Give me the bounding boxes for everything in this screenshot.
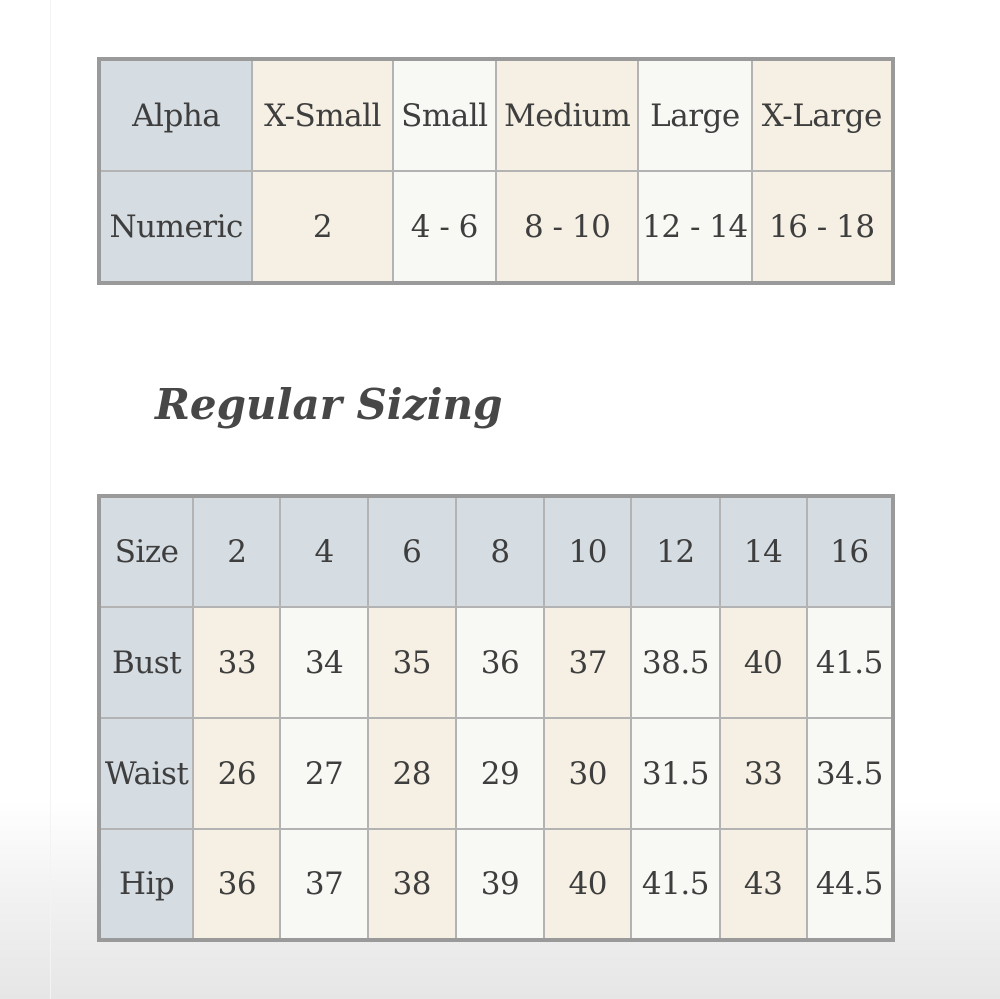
table-cell: 37	[544, 607, 631, 718]
table-cell: 4 - 6	[393, 171, 496, 283]
row-label-bust: Bust	[99, 607, 193, 718]
table-row	[99, 829, 893, 940]
column-header: 6	[368, 496, 456, 607]
table-cell: Small	[393, 59, 496, 171]
table-cell: 33	[193, 607, 280, 718]
table-cell: 36	[456, 607, 544, 718]
table-cell: 16 - 18	[752, 171, 893, 283]
column-header: 8	[456, 496, 544, 607]
table-cell: X-Small	[252, 59, 392, 171]
column-header: Size	[99, 496, 193, 607]
table-cell: 39	[456, 829, 544, 940]
table-cell: 30	[544, 718, 631, 829]
table-cell: 31.5	[631, 718, 719, 829]
table-header-row	[99, 496, 893, 607]
table-cell: 36	[193, 829, 280, 940]
column-header: 2	[193, 496, 280, 607]
table-cell: 26	[193, 718, 280, 829]
table-cell: 34	[280, 607, 367, 718]
table-cell: 44.5	[807, 829, 893, 940]
table-cell: 41.5	[631, 829, 719, 940]
table-cell: 27	[280, 718, 367, 829]
table-cell: Medium	[496, 59, 638, 171]
column-header: 10	[544, 496, 631, 607]
section-title: Regular Sizing	[155, 380, 503, 429]
table-cell: 41.5	[807, 607, 893, 718]
table-cell: 29	[456, 718, 544, 829]
table-cell: X-Large	[752, 59, 893, 171]
row-label-numeric: Numeric	[99, 171, 252, 283]
table-cell: 34.5	[807, 718, 893, 829]
table-cell: 43	[720, 829, 807, 940]
alpha-numeric-size-table	[97, 57, 895, 285]
table-row	[99, 171, 893, 283]
row-label-hip: Hip	[99, 829, 193, 940]
table-row	[99, 607, 893, 718]
table-cell: 33	[720, 718, 807, 829]
table-cell: 38	[368, 829, 456, 940]
column-header: 14	[720, 496, 807, 607]
column-header: 12	[631, 496, 719, 607]
table-cell: 35	[368, 607, 456, 718]
table-cell: 8 - 10	[496, 171, 638, 283]
row-label-waist: Waist	[99, 718, 193, 829]
column-header: 4	[280, 496, 367, 607]
column-header: 16	[807, 496, 893, 607]
table-cell: 12 - 14	[638, 171, 751, 283]
row-label-alpha: Alpha	[99, 59, 252, 171]
regular-sizing-table	[97, 494, 895, 942]
table-cell: 40	[544, 829, 631, 940]
table-row	[99, 718, 893, 829]
table-cell: 38.5	[631, 607, 719, 718]
table-cell: Large	[638, 59, 751, 171]
table-row	[99, 59, 893, 171]
table-cell: 2	[252, 171, 392, 283]
table-cell: 40	[720, 607, 807, 718]
table-cell: 37	[280, 829, 367, 940]
table-cell: 28	[368, 718, 456, 829]
